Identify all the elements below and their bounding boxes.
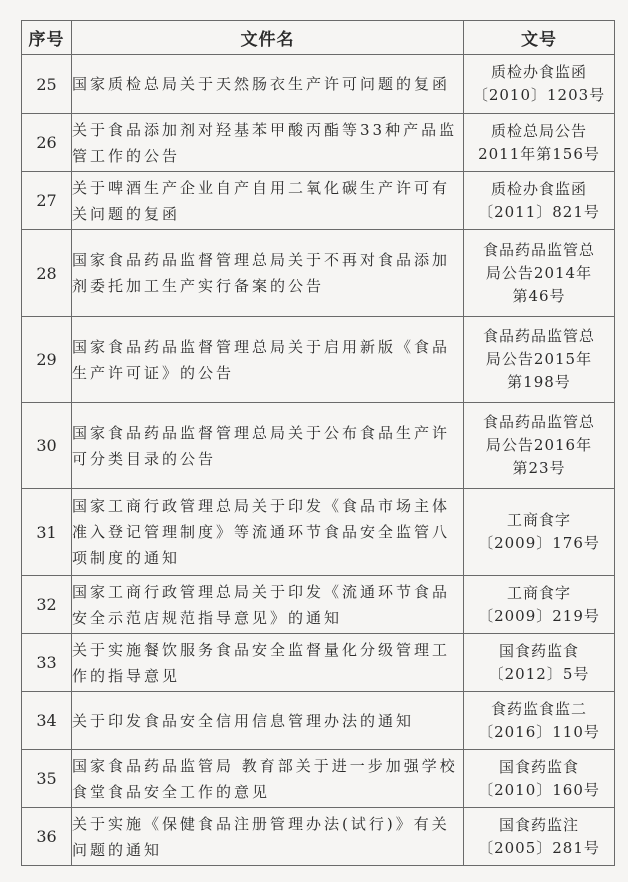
row-document-name: 国家工商行政管理总局关于印发《食品市场主体准入登记管理制度》等流通环节食品安全监管八项制度的通知 [72,489,464,576]
row-document-name: 关于实施《保健食品注册管理办法(试行)》有关问题的通知 [72,808,464,866]
row-serial-number: 27 [22,172,72,230]
reference-line: 国食药监食 [498,757,579,776]
row-document-reference [464,114,615,172]
row-document-reference [464,808,615,866]
table-row [22,317,615,403]
table-row [22,230,615,317]
table-row [22,692,615,750]
row-serial-number: 33 [22,634,72,692]
reference-line: 局公告2014年 [485,263,593,282]
row-document-name: 国家食品药品监督管理总局关于启用新版《食品生产许可证》的公告 [72,317,464,403]
reference-line: 〔2009〕176号 [478,534,600,552]
row-document-name: 国家食品药品监督管理总局关于不再对食品添加剂委托加工生产实行备案的公告 [72,230,464,317]
reference-line: 局公告2016年 [485,436,593,454]
reference-line: 食药监食监二 [490,699,587,718]
regulation-table [21,20,615,866]
row-document-reference [464,576,615,634]
reference-line: 〔2012〕5号 [488,664,590,683]
reference-line: 工商食字 [506,583,571,602]
reference-line: 〔2011〕821号 [478,202,600,221]
row-serial-number: 32 [22,576,72,634]
row-document-name: 国家工商行政管理总局关于印发《流通环节食品安全示范店规范指导意见》的通知 [72,576,464,634]
row-document-name: 关于印发食品安全信用信息管理办法的通知 [72,692,464,750]
row-document-name: 国家质检总局关于天然肠衣生产许可问题的复函 [72,55,464,114]
row-serial-number: 28 [22,230,72,317]
row-document-name: 关于啤酒生产企业自产自用二氧化碳生产许可有关问题的复函 [72,172,464,230]
reference-line: 〔2016〕110号 [478,722,600,741]
reference-line: 局公告2015年 [485,350,593,368]
row-serial-number: 31 [22,489,72,576]
table-row [22,750,615,808]
table-header-row [22,21,615,55]
table-row [22,489,615,576]
reference-line: 〔2010〕160号 [478,780,600,799]
reference-line: 国食药监注 [498,815,579,834]
reference-line: 第46号 [512,286,566,305]
reference-line: 质检办食监函 [490,179,587,198]
row-document-reference [464,634,615,692]
row-document-reference [464,317,615,403]
table-row [22,634,615,692]
reference-line: 食品药品监管总 [482,327,595,345]
reference-line: 食品药品监管总 [482,413,595,431]
reference-line: 2011年第156号 [478,144,600,163]
table-row [22,172,615,230]
table-row [22,403,615,489]
row-serial-number: 29 [22,317,72,403]
reference-line: 第23号 [512,459,566,477]
reference-line: 第198号 [507,373,571,391]
row-serial-number: 25 [22,55,72,114]
row-document-name: 国家食品药品监管局 教育部关于进一步加强学校食堂食品安全工作的意见 [72,750,464,808]
row-document-reference [464,172,615,230]
reference-line: 〔2009〕219号 [478,606,600,625]
row-document-reference [464,489,615,576]
table-row [22,55,615,114]
row-document-reference [464,750,615,808]
table-row [22,808,615,866]
row-document-reference [464,230,615,317]
table-row [22,576,615,634]
reference-line: 工商食字 [506,511,571,529]
table-row [22,114,615,172]
row-document-reference [464,55,615,114]
row-serial-number: 30 [22,403,72,489]
reference-line: 质检办食监函 [490,63,587,81]
row-serial-number: 36 [22,808,72,866]
row-document-reference [464,692,615,750]
row-serial-number: 35 [22,750,72,808]
reference-line: 〔2005〕281号 [478,838,600,857]
reference-line: 国食药监食 [498,641,579,660]
row-serial-number: 34 [22,692,72,750]
reference-line: 质检总局公告 [490,121,587,140]
header-document-reference: 文号 [464,21,615,55]
row-document-reference [464,403,615,489]
row-document-name: 关于实施餐饮服务食品安全监督量化分级管理工作的指导意见 [72,634,464,692]
header-serial-number: 序号 [22,21,72,55]
row-document-name: 国家食品药品监督管理总局关于公布食品生产许可分类目录的公告 [72,403,464,489]
reference-line: 〔2010〕1203号 [472,86,606,104]
row-document-name: 关于食品添加剂对羟基苯甲酸丙酯等33种产品监管工作的公告 [72,114,464,172]
row-serial-number: 26 [22,114,72,172]
header-document-name: 文件名 [72,21,464,55]
reference-line: 食品药品监管总 [482,240,595,259]
